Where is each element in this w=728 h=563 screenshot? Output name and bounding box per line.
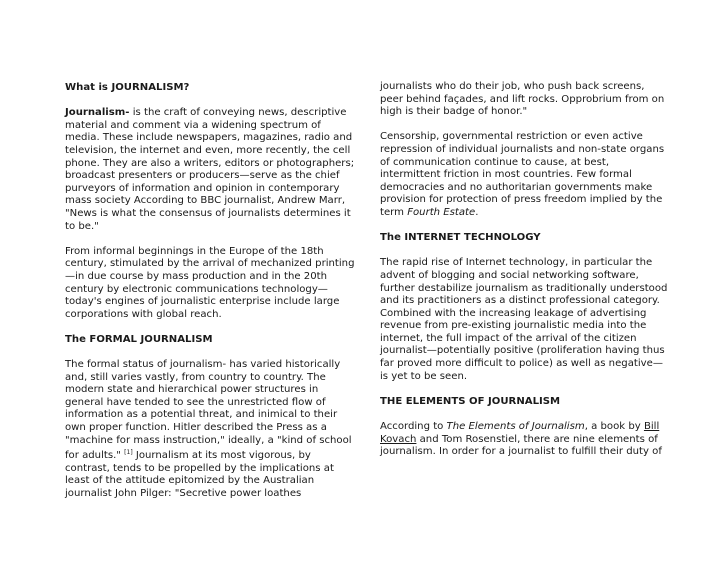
- definition-paragraph: [65, 107, 355, 233]
- author-link-kovach[interactable]: Kovach: [380, 433, 417, 445]
- elements-text-c: and Tom Rosenstiel, there are nine elements of journalism. In order for a journalist to fulfill their duty of: [380, 433, 662, 458]
- book-title: The Elements of Journalism: [446, 421, 585, 433]
- censorship-text-a: Censorship, governmental restriction or even active repression of individual journalists and non-state organs of communication continue to cause, at best, intermittent friction in most countries. Few formal democracies and no authoritarian governments make provision for protection of press freedom implied by the term: [380, 131, 665, 218]
- formal-paragraph: [65, 359, 355, 501]
- elements-paragraph: [380, 421, 670, 459]
- right-column: [380, 81, 670, 459]
- definition-text: is the craft of conveying news, descriptive material and comment via a widening spectrum of media. These include newspapers, magazines, radio and television, the internet and even, more recently, the cell phone. They are also a writers, editors or photographers; broadcast presenters or producers—serve as the chief purveyors of information and opinion in contemporary mass society According to BBC journalist, Andrew Marr, "News is what the consensus of journalists determines it to be.": [65, 107, 355, 232]
- elements-text-b: , a book by: [584, 421, 644, 433]
- internet-heading: The INTERNET TECHNOLOGY: [380, 232, 541, 244]
- formal-text-b: Journalism at its most vigorous, by contrast, tends to be propelled by the implications at least of the attitude epitomized by the Australian journalist John Pilger: "Secretive power loathes: [65, 450, 334, 499]
- term-label: Journalism-: [65, 107, 130, 119]
- elements-text-a: According to: [380, 421, 447, 433]
- internet-paragraph: The rapid rise of Internet technology, in particular the advent of blogging and social networking software, further destabilize journalism as traditionally understood and its practitioners as a distinct professional category. Combined with the increasing leakage of advertising revenue from pre-existing journalistic media into the internet, the full impact of the arrival of the citizen journalist—potentially positive (proliferation having thus far proved more difficult to police) as well as negative—is yet to be seen.: [380, 257, 668, 382]
- fourth-estate-term: Fourth Estate: [407, 206, 476, 218]
- continuation-paragraph: journalists who do their job, who push back screens, peer behind façades, and lift rocks. Opprobrium from on high is their badge of honor.": [380, 81, 665, 118]
- author-link-bill[interactable]: Bill: [643, 421, 660, 433]
- elements-heading: THE ELEMENTS OF JOURNALISM: [380, 395, 561, 407]
- formal-heading: The FORMAL JOURNALISM: [65, 333, 213, 345]
- history-paragraph: From informal beginnings in the Europe of the 18th century, stimulated by the arrival of mechanized printing—in due course by mass production and in the 20th century by electronic communications technology—today's engines of journalistic enterprise include large corporations with global reach.: [65, 245, 355, 320]
- formal-text-a: The formal status of journalism- has varied historically and, still varies vastly, from country to country. The modern state and hierarchical power structures in general have tended to see the unrestricted flow of information as a potential threat, and inimical to their own proper function. Hitler described the Press as a "machine for mass instruction," ideally, a "kind of school for adults.": [65, 359, 352, 462]
- page-title: What is JOURNALISM?: [65, 82, 190, 93]
- footnote-ref-link[interactable]: [1]: [124, 449, 133, 457]
- censorship-text-b: .: [475, 206, 479, 218]
- censorship-paragraph: [380, 131, 670, 219]
- left-column: [65, 82, 355, 501]
